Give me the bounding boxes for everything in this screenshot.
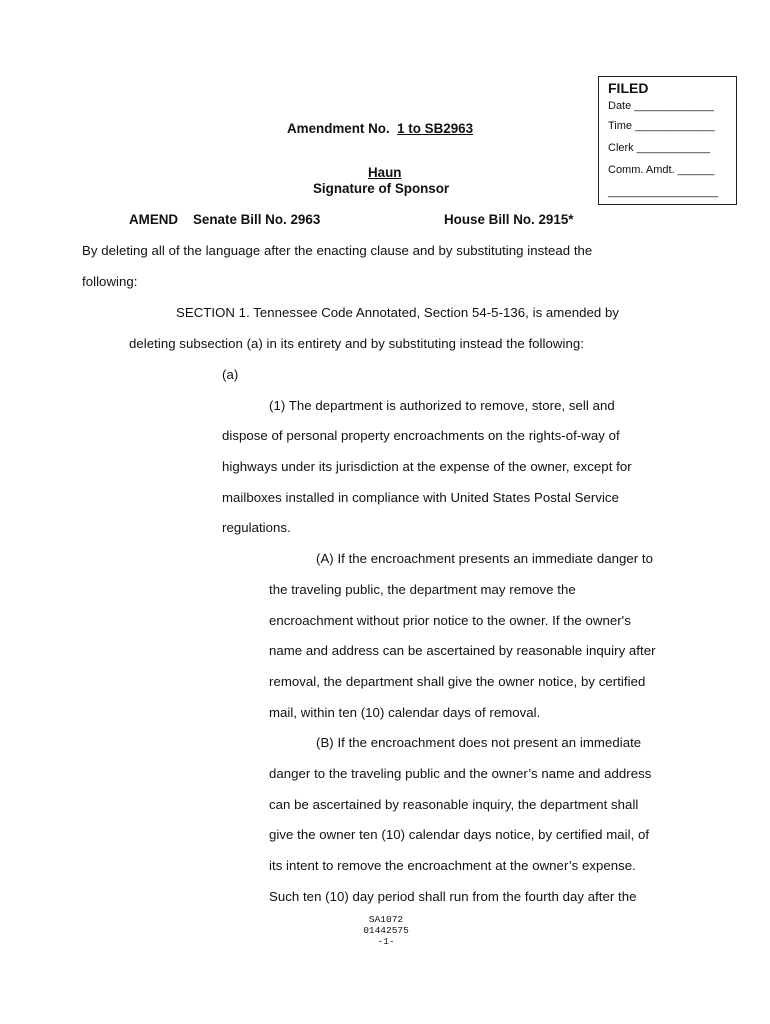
body-line: name and address can be ascertained by reasonable inquiry after <box>269 643 656 658</box>
senate-bill-number: Senate Bill No. 2963 <box>193 212 321 227</box>
amendment-number: 1 to SB2963 <box>397 121 474 136</box>
amendment-heading <box>287 121 473 136</box>
footer-page-number: -1- <box>377 936 395 947</box>
body-line: (1) The department is authorized to remove, store, sell and <box>269 398 615 413</box>
house-bill-number: House Bill No. 2915* <box>444 212 574 227</box>
body-line: the traveling public, the department may remove the <box>269 582 576 597</box>
body-line: removal, the department shall give the owner notice, by certified <box>269 674 646 689</box>
filed-stamp-box <box>598 76 737 205</box>
body-line: deleting subsection (a) in its entirety and by substituting instead the following: <box>129 336 584 351</box>
body-line: Such ten (10) day period shall run from the fourth day after the <box>269 889 637 904</box>
body-line: By deleting all of the language after the enacting clause and by substituting instead the <box>82 243 593 258</box>
body-line: highways under its jurisdiction at the expense of the owner, except for <box>222 459 632 474</box>
sponsor-name: Haun <box>368 165 402 180</box>
footer-doc-code: SA1072 <box>368 914 404 925</box>
body-line: its intent to remove the encroachment at the owner’s expense. <box>269 858 636 873</box>
body-line: can be ascertained by reasonable inquiry, the department shall <box>269 797 639 812</box>
body-line: danger to the traveling public and the owner’s name and address <box>269 766 652 781</box>
body-line: mailboxes installed in compliance with United States Postal Service <box>222 490 619 505</box>
body-line: (B) If the encroachment does not present an immediate <box>316 735 642 750</box>
body-line: SECTION 1. Tennessee Code Annotated, Section 54-5-136, is amended by <box>176 305 620 320</box>
filed-clerk-field: Clerk ____________ <box>608 142 711 154</box>
filed-comm-amdt-field: Comm. Amdt. ______ <box>608 164 715 176</box>
filed-blank-line: __________________ <box>608 186 719 198</box>
body-line: (a) <box>222 367 239 382</box>
sponsor-caption: Signature of Sponsor <box>313 181 450 196</box>
filed-title: FILED <box>608 80 649 96</box>
filed-date-field: Date _____________ <box>608 100 714 112</box>
body-line: (A) If the encroachment presents an immediate danger to <box>316 551 654 566</box>
filed-time-field: Time _____________ <box>608 120 715 132</box>
amendment-prefix: Amendment No. <box>287 121 390 136</box>
amend-label: AMEND <box>129 212 179 227</box>
body-line: following: <box>82 274 138 289</box>
body-line: encroachment without prior notice to the owner. If the owner's <box>269 613 631 628</box>
body-line: mail, within ten (10) calendar days of removal. <box>269 705 541 720</box>
body-line: regulations. <box>222 520 291 535</box>
body-line: dispose of personal property encroachments on the rights-of-way of <box>222 428 620 443</box>
page-footer <box>0 914 770 947</box>
body-line: give the owner ten (10) calendar days notice, by certified mail, of <box>269 827 650 842</box>
footer-doc-number: 01442575 <box>363 925 409 936</box>
